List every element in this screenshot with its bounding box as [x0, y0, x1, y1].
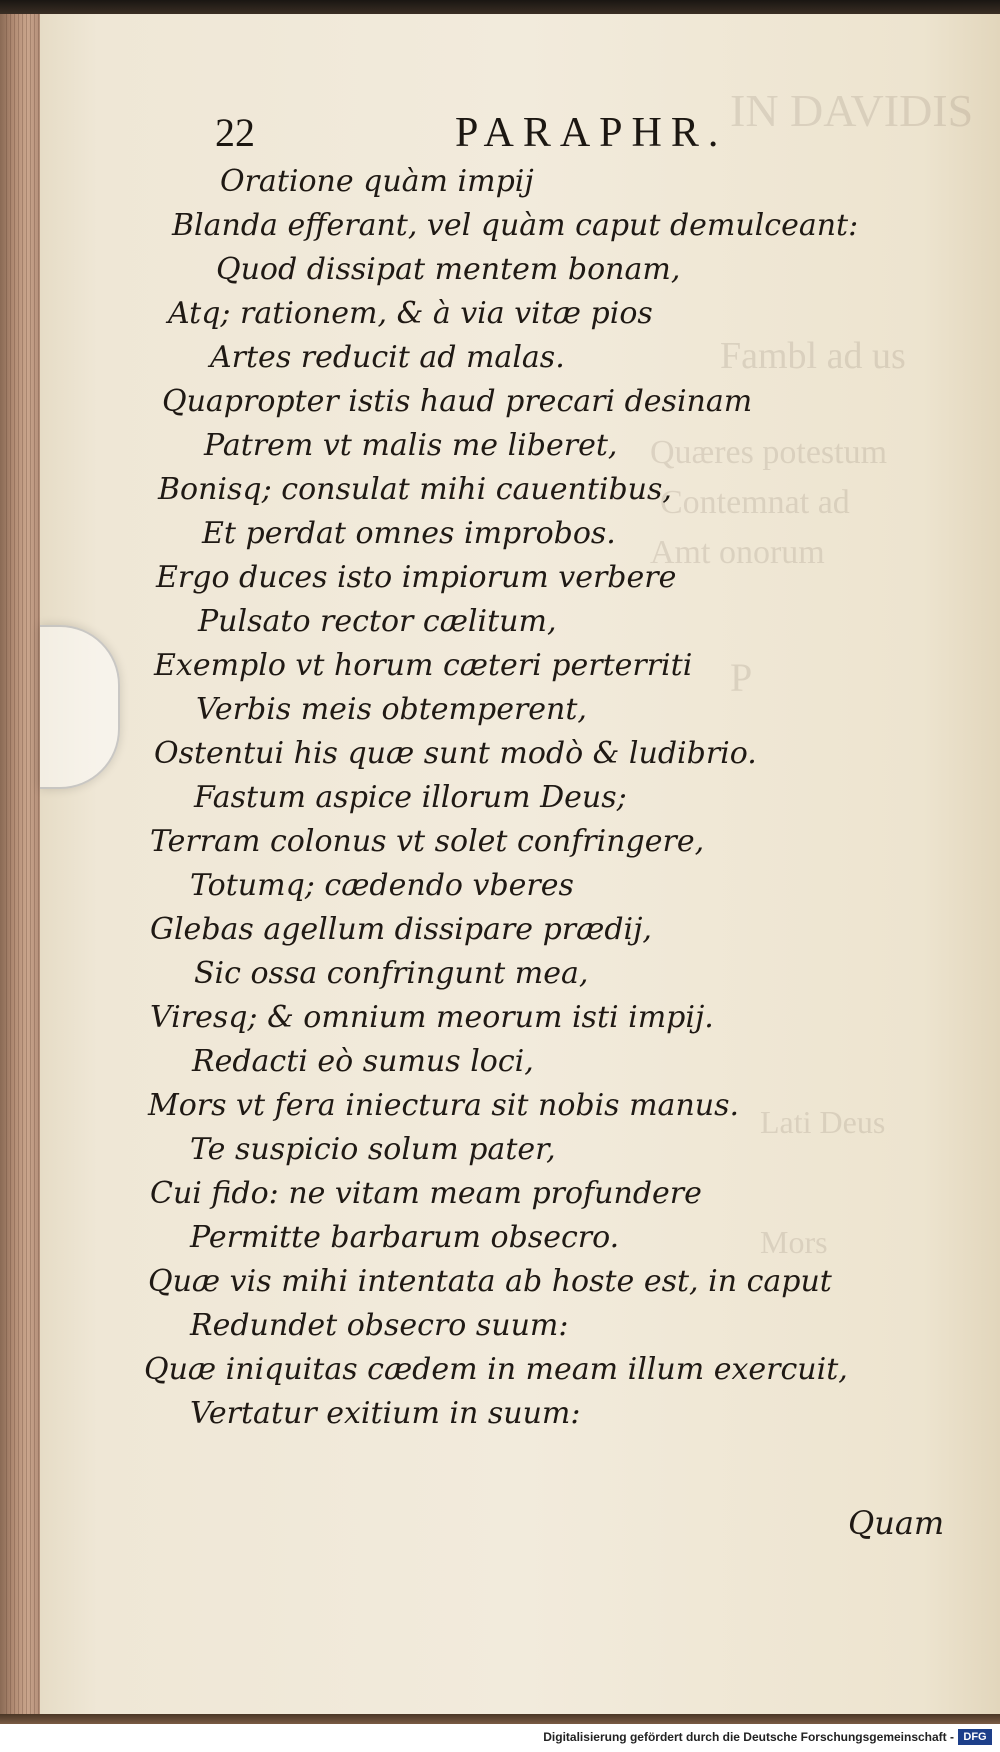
verse-line: Pulsato rector cælitum, [198, 604, 557, 639]
verse-line: Redundet obsecro suum: [190, 1308, 569, 1343]
verse-line: Permitte barbarum obsecro. [190, 1220, 620, 1255]
verse-line: Atq; rationem, & à via vitæ pios [168, 296, 653, 331]
verse-line: Patrem vt malis me liberet, [204, 428, 618, 463]
show-through-text: IN DAVIDIS Fambl ad us Quæres potestum Contemnat ad Amt onorum P Lati Deus Mors [650, 85, 974, 1260]
verse-line: Blanda efferant, vel quàm caput demulceant: [172, 208, 859, 243]
verse-line: Verbis meis obtemperent, [196, 692, 587, 727]
verse-line: Oratione quàm impij [220, 164, 534, 199]
footer-strip [0, 1714, 1000, 1752]
verse-line: Mors vt fera iniectura sit nobis manus. [148, 1088, 740, 1123]
catchword: Quam [848, 1504, 945, 1542]
verse-line: Redacti eò sumus loci, [192, 1044, 534, 1079]
verse-line: Exemplo vt horum cæteri perterriti [154, 648, 693, 683]
book-page [40, 14, 1000, 1714]
running-head [40, 109, 1000, 159]
book-top-edge [0, 0, 1000, 14]
verse-line: Ostentui his quæ sunt modò & ludibrio. [154, 736, 757, 771]
verse-line: Glebas agellum dissipare prædij, [150, 912, 652, 947]
verse-line: Sic ossa confringunt mea, [194, 956, 589, 991]
page-number: 22 [215, 110, 255, 155]
page-clip [40, 625, 120, 789]
verse-line: Et perdat omnes improbos. [202, 516, 616, 551]
verse-line: Totumq; cædendo vberes [190, 868, 574, 903]
verse-line: Quæ iniquitas cædem in meam illum exercuit, [144, 1352, 848, 1387]
verse-line: Viresq; & omnium meorum isti impij. [150, 1000, 714, 1035]
verse-line: Quod dissipat mentem bonam, [216, 252, 681, 287]
verse-line: Quapropter istis haud precari desinam [162, 384, 753, 419]
verse-line: Quæ vis mihi intentata ab hoste est, in caput [148, 1264, 832, 1299]
verse-line: Bonisq; consulat mihi cauentibus, [158, 472, 672, 507]
book-bottom-edge [0, 1714, 1000, 1724]
verse-line: Te suspicio solum pater, [190, 1132, 556, 1167]
verse-line: Fastum aspice illorum Deus; [194, 780, 627, 815]
verse-line: Artes reducit ad malas. [210, 340, 565, 375]
verse-line: Cui fido: ne vitam meam profundere [150, 1176, 702, 1211]
verse-line: Ergo duces isto impiorum verbere [156, 560, 677, 595]
verse-line: Terram colonus vt solet confringere, [150, 824, 705, 859]
dfg-logo: DFG [958, 1729, 992, 1745]
digitization-credit: Digitalisierung gefördert durch die Deutsche Forschungsgemeinschaft - [543, 1730, 954, 1744]
verse-line: Vertatur exitium in suum: [190, 1396, 581, 1431]
running-title: PARAPHR. [455, 110, 728, 156]
